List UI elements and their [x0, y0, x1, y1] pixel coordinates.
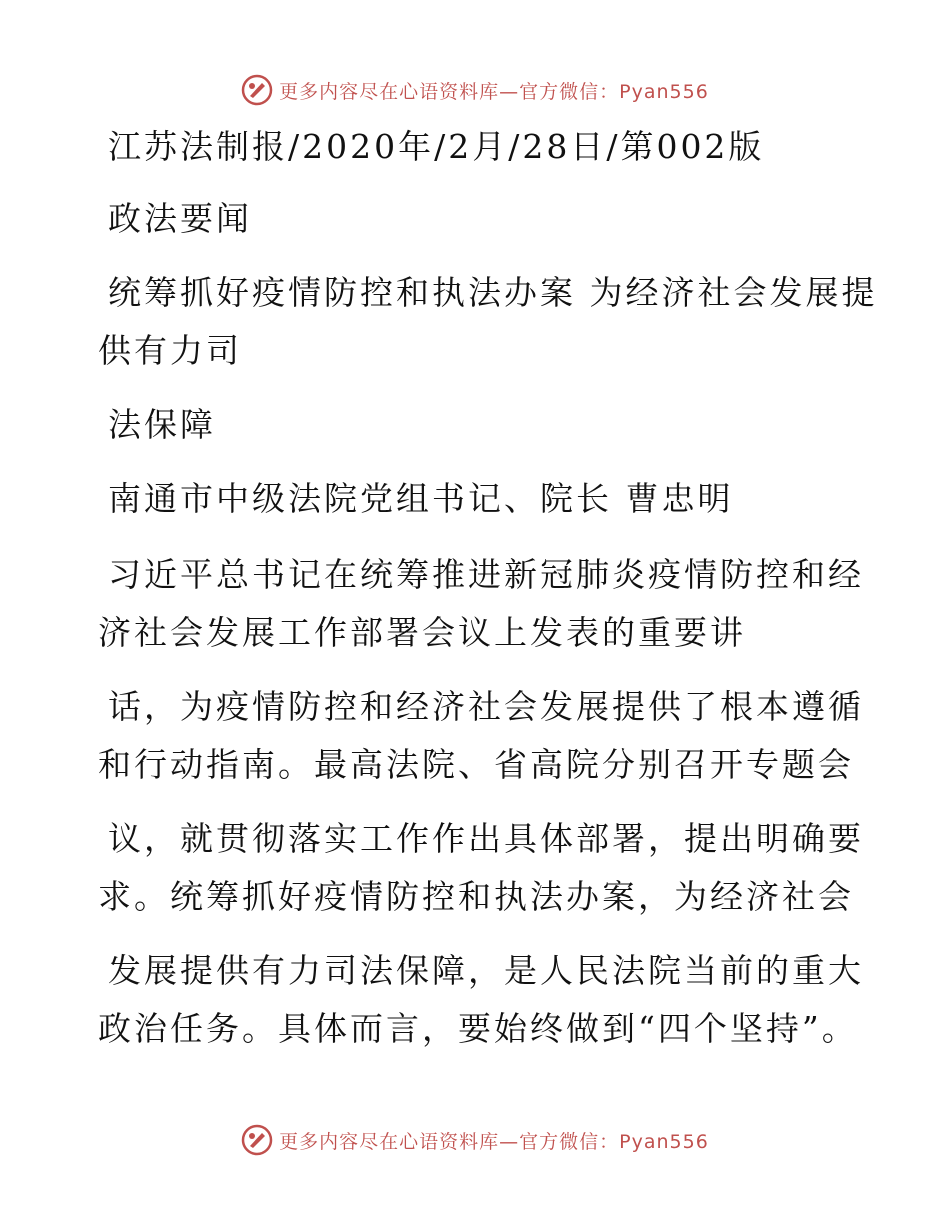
paragraph-line: 发展提供有力司法保障，是人民法院当前的重大	[108, 951, 864, 990]
section-heading: 政法要闻	[108, 199, 252, 238]
paragraph-line: 习近平总书记在统筹推进新冠肺炎疫情防控和经	[108, 555, 864, 594]
paragraph-line: 济社会发展工作部署会议上发表的重要讲	[98, 613, 746, 652]
article-title-line-2: 供有力司	[98, 331, 242, 370]
watermark-banner-bottom	[0, 1122, 950, 1158]
paragraph-line: 和行动指南。最高法院、省高院分别召开专题会	[98, 745, 854, 784]
publication-line: 江苏法制报/2020年/2月/28日/第002版	[108, 127, 765, 166]
watermark-banner-top	[0, 72, 950, 108]
watermark-text: 更多内容尽在心语资料库—官方微信：Pyan556	[279, 80, 709, 103]
paragraph-line: 求。统筹抓好疫情防控和执法办案，为经济社会	[98, 877, 854, 916]
paragraph-line: 议，就贯彻落实工作作出具体部署，提出明确要	[108, 819, 864, 858]
paragraph-line: 话，为疫情防控和经济社会发展提供了根本遵循	[108, 687, 864, 726]
seal-logo-icon	[241, 74, 273, 106]
watermark-text: 更多内容尽在心语资料库—官方微信：Pyan556	[279, 1130, 709, 1153]
article-title-line-1: 统筹抓好疫情防控和执法办案 为经济社会发展提	[108, 273, 878, 312]
author-line: 南通市中级法院党组书记、院长 曹忠明	[108, 479, 734, 518]
seal-logo-icon	[241, 1124, 273, 1156]
paragraph-line: 政治任务。具体而言，要始终做到“四个坚持”。	[98, 1009, 858, 1048]
article-title-line-3: 法保障	[108, 405, 216, 444]
